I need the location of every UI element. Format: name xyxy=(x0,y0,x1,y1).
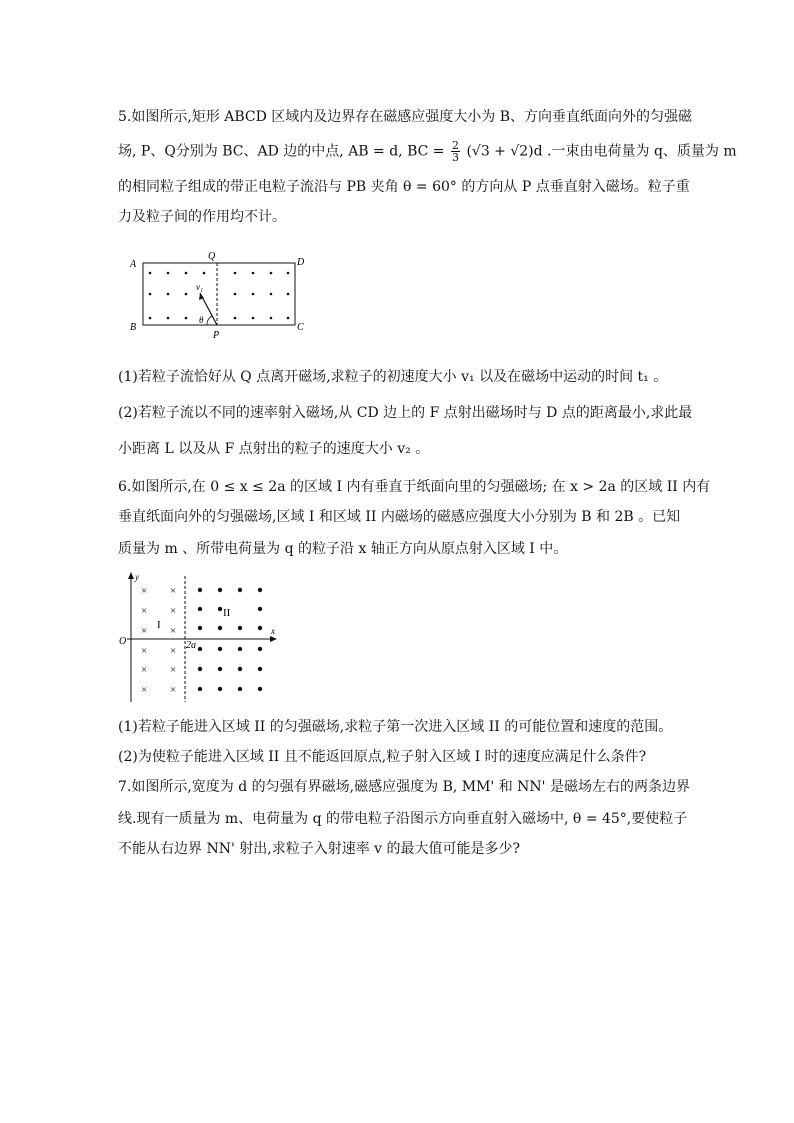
q5-line-2a: 场, P、Q分别为 BC、AD 边的中点, AB = d, BC = xyxy=(118,143,445,160)
label-region-1: I xyxy=(157,619,161,631)
label-q: Q xyxy=(208,251,216,262)
svg-text:×: × xyxy=(141,645,148,657)
fraction-two-thirds xyxy=(451,140,460,163)
label-p: P xyxy=(213,330,220,340)
svg-text:×: × xyxy=(170,664,177,676)
q5-sub-1: (1)若粒子流恰好从 Q 点离开磁场,求粒子的初速度大小 v₁ 以及在磁场中运动的时间 t₁ 。 xyxy=(118,369,668,385)
q5-sub-2a: (2)若粒子流以不同的速率射入磁场,从 CD 边上的 F 点射出磁场时与 D 点的距离最小,求此最 xyxy=(118,405,693,421)
label-theta: θ xyxy=(199,315,204,325)
q5-line-3: 的相同粒子组成的带正电粒子流沿与 PB 夹角 θ = 60° 的方向从 P 点垂直射入磁场。粒子重 xyxy=(118,179,690,195)
q6-figure xyxy=(115,570,285,705)
q6-line-3: 质量为 m 、所带电荷量为 q 的粒子沿 x 轴正方向从原点射入区域 I 中。 xyxy=(118,541,568,557)
q6-line-2: 垂直纸面向外的匀强磁场,区域 I 和区域 II 内磁场的磁感应强度大小分别为 B 和 2B 。已知 xyxy=(118,509,681,525)
svg-text:×: × xyxy=(141,585,148,597)
svg-text:×: × xyxy=(141,684,148,696)
label-v1: v₁ xyxy=(196,282,204,292)
svg-text:×: × xyxy=(141,625,148,637)
q5-figure xyxy=(120,248,320,340)
label-b: B xyxy=(130,322,137,333)
svg-text:×: × xyxy=(141,605,148,617)
q7-line-1: 7.如图所示,宽度为 d 的匀强有界磁场,磁感应强度为 B, MM' 和 NN' 是磁场左右的两条边界 xyxy=(118,779,690,795)
q6-line-1: 6.如图所示,在 0 ≤ x ≤ 2a 的区域 I 内有垂直于纸面向里的匀强磁场; 在 x > 2a 的区域 II 内有 xyxy=(118,479,711,495)
label-y: y xyxy=(135,572,139,582)
fraction-numerator: 2 xyxy=(451,139,459,152)
q5-sub-2b: 小距离 L 以及从 F 点射出的粒子的速度大小 v₂ 。 xyxy=(118,441,430,457)
q6-sub-2: (2)为使粒子能进入区域 II 且不能返回原点,粒子射入区域 I 时的速度应满足什么条件? xyxy=(118,749,647,765)
svg-text:×: × xyxy=(170,625,177,637)
label-a: A xyxy=(130,259,137,270)
label-c: C xyxy=(297,322,304,333)
q5-line-2 xyxy=(118,140,737,163)
svg-text:×: × xyxy=(170,645,177,657)
svg-text:×: × xyxy=(170,684,177,696)
label-d: D xyxy=(297,257,305,268)
x-arrow-icon xyxy=(270,636,277,642)
q7-line-3: 不能从右边界 NN' 射出,求粒子入射速率 v 的最大值可能是多少? xyxy=(118,841,521,857)
fraction-denominator: 3 xyxy=(451,151,459,164)
label-2a: 2a xyxy=(186,640,196,651)
q5-line-1: 5.如图所示,矩形 ABCD 区域内及边界存在磁感应强度大小为 B、方向垂直纸面向外的匀强磁 xyxy=(118,109,693,125)
cross-marks xyxy=(141,585,176,696)
theta-arc xyxy=(207,316,212,325)
q5-line-4: 力及粒子间的作用均不计。 xyxy=(118,209,286,225)
label-region-2: II xyxy=(223,607,231,619)
q6-sub-1: (1)若粒子能进入区域 II 的匀强磁场,求粒子第一次进入区域 II 的可能位置和速度的范围。 xyxy=(118,719,673,735)
svg-text:×: × xyxy=(170,605,177,617)
y-arrow-icon xyxy=(128,572,134,579)
label-x: x xyxy=(271,626,275,636)
svg-text:×: × xyxy=(170,585,177,597)
q7-line-2: 线.现有一质量为 m、电荷量为 q 的带电粒子沿图示方向垂直射入磁场中, θ = 45°,要使粒子 xyxy=(118,811,688,827)
label-origin: O xyxy=(119,636,127,647)
field-dots xyxy=(149,272,290,320)
q5-line-2b: (√3 + √2)d .一束由电荷量为 q、质量为 m xyxy=(466,143,737,160)
svg-text:×: × xyxy=(141,664,148,676)
